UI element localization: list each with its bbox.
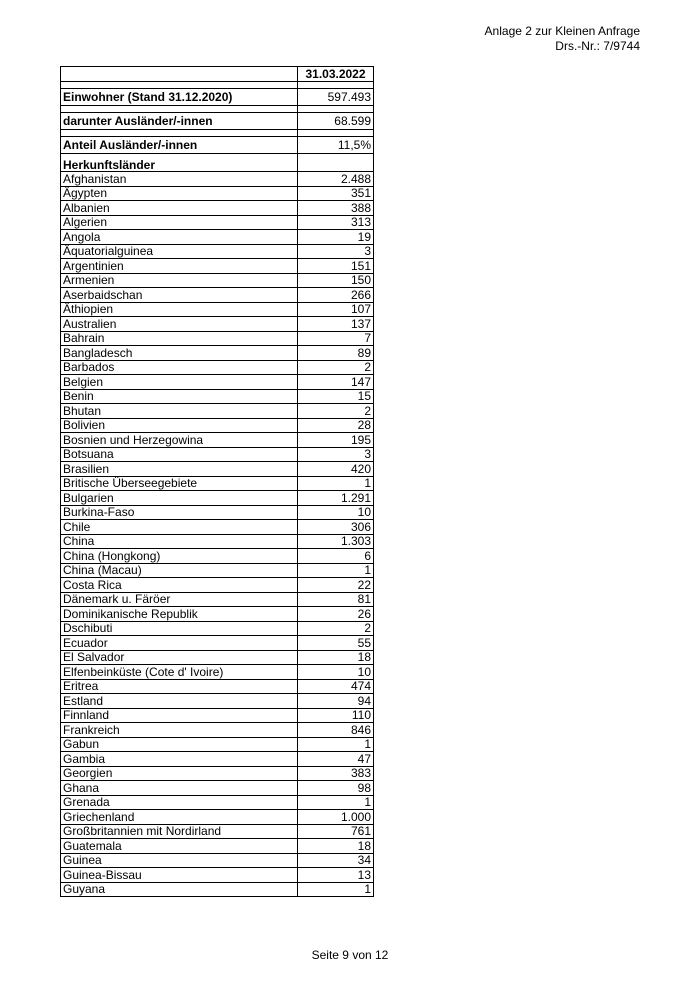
country-name: Bangladesch [61,346,298,361]
country-count: 137 [298,317,374,332]
country-name: Guinea [61,853,298,868]
country-count: 1.303 [298,534,374,549]
country-name: Georgien [61,766,298,781]
table-row [61,375,374,390]
table-row [61,534,374,549]
country-count: 1.000 [298,810,374,825]
table-row [61,650,374,665]
country-name: Dschibuti [61,621,298,636]
country-count: 150 [298,273,374,288]
summary-label: Einwohner (Stand 31.12.2020) [61,89,298,106]
country-count: 1 [298,882,374,897]
summary-row-foreigners [61,113,374,130]
country-count: 313 [298,215,374,230]
summary-value: 68.599 [298,113,374,130]
country-count: 10 [298,665,374,680]
table-row [61,549,374,564]
country-name: Ägypten [61,186,298,201]
country-name: Gabun [61,737,298,752]
country-count: 28 [298,418,374,433]
summary-label: Anteil Ausländer/-innen [61,137,298,154]
country-name: China [61,534,298,549]
annex-title: Anlage 2 zur Kleinen Anfrage [484,24,640,38]
country-count: 1 [298,476,374,491]
country-count: 383 [298,766,374,781]
country-count: 47 [298,752,374,767]
table-row [61,259,374,274]
country-name: Grenada [61,795,298,810]
table-row [61,433,374,448]
table-row [61,447,374,462]
country-count: 26 [298,607,374,622]
table-row [61,810,374,825]
summary-row-residents [61,89,374,106]
country-count: 388 [298,201,374,216]
country-name: El Salvador [61,650,298,665]
document-number: Drs.-Nr.: 7/9744 [555,38,640,53]
table-row [61,389,374,404]
spacer-row [61,82,374,89]
country-count: 15 [298,389,374,404]
summary-row-share [61,137,374,154]
country-name: Argentinien [61,259,298,274]
country-name: Finnland [61,708,298,723]
country-name: Benin [61,389,298,404]
table-row [61,346,374,361]
table-row [61,766,374,781]
country-name: Äquatorialguinea [61,244,298,259]
section-value-empty [298,154,374,172]
country-name: Ghana [61,781,298,796]
table-row [61,578,374,593]
country-count: 761 [298,824,374,839]
country-name: Chile [61,520,298,535]
table-row [61,737,374,752]
country-count: 266 [298,288,374,303]
country-name: Bhutan [61,404,298,419]
country-count: 151 [298,259,374,274]
country-name: Burkina-Faso [61,505,298,520]
country-count: 110 [298,708,374,723]
country-count: 22 [298,578,374,593]
country-count: 107 [298,302,374,317]
table-row [61,563,374,578]
table-row [61,708,374,723]
country-name: Ecuador [61,636,298,651]
country-name: Elfenbeinküste (Cote d' Ivoire) [61,665,298,680]
table-row [61,679,374,694]
country-count: 10 [298,505,374,520]
country-count: 6 [298,549,374,564]
country-count: 474 [298,679,374,694]
country-name: Guatemala [61,839,298,854]
country-count: 2 [298,621,374,636]
country-name: Britische Überseegebiete [61,476,298,491]
country-name: Barbados [61,360,298,375]
country-name: Estland [61,694,298,709]
table-row [61,723,374,738]
table-row [61,462,374,477]
country-name: Belgien [61,375,298,390]
summary-value: 597.493 [298,89,374,106]
table-row [61,331,374,346]
country-count: 89 [298,346,374,361]
table-row [61,592,374,607]
table-row [61,201,374,216]
country-count: 3 [298,447,374,462]
table-row [61,505,374,520]
country-name: Costa Rica [61,578,298,593]
country-count: 98 [298,781,374,796]
table-row [61,636,374,651]
table-row [61,302,374,317]
country-count: 1.291 [298,491,374,506]
country-name: Eritrea [61,679,298,694]
country-name: China (Macau) [61,563,298,578]
table-row [61,781,374,796]
table-row [61,491,374,506]
country-name: Botsuana [61,447,298,462]
summary-value: 11,5% [298,137,374,154]
document-header [485,24,640,53]
table-row [61,244,374,259]
table-row [61,853,374,868]
country-count: 306 [298,520,374,535]
table-header-empty [61,67,298,82]
table-row [61,621,374,636]
country-count: 18 [298,839,374,854]
table-row [61,215,374,230]
table-row [61,360,374,375]
country-name: Afghanistan [61,172,298,187]
country-count: 195 [298,433,374,448]
summary-label: darunter Ausländer/-innen [61,113,298,130]
country-name: Australien [61,317,298,332]
country-name: Frankreich [61,723,298,738]
foreigners-table [60,66,374,897]
country-count: 19 [298,230,374,245]
country-count: 2 [298,360,374,375]
country-count: 18 [298,650,374,665]
country-name: Aserbaidschan [61,288,298,303]
country-name: Albanien [61,201,298,216]
section-header-row [61,154,374,172]
table-row [61,868,374,883]
country-name: China (Hongkong) [61,549,298,564]
table-header-row [61,67,374,82]
table-row [61,273,374,288]
country-name: Brasilien [61,462,298,477]
table-row [61,476,374,491]
table-row [61,317,374,332]
country-name: Bosnien und Herzegowina [61,433,298,448]
country-name: Guinea-Bissau [61,868,298,883]
country-count: 1 [298,563,374,578]
country-name: Dominikanische Republik [61,607,298,622]
country-name: Bolivien [61,418,298,433]
country-count: 1 [298,795,374,810]
country-name: Bulgarien [61,491,298,506]
date-header: 31.03.2022 [298,67,374,82]
country-count: 13 [298,868,374,883]
table-row [61,752,374,767]
table-row [61,824,374,839]
table-row [61,839,374,854]
country-name: Armenien [61,273,298,288]
table-row [61,520,374,535]
table-row [61,288,374,303]
country-count: 34 [298,853,374,868]
country-name: Angola [61,230,298,245]
country-name: Äthiopien [61,302,298,317]
country-name: Griechenland [61,810,298,825]
country-count: 55 [298,636,374,651]
table-row [61,665,374,680]
country-count: 2.488 [298,172,374,187]
table-row [61,186,374,201]
table-row [61,404,374,419]
country-count: 351 [298,186,374,201]
page-number: Seite 9 von 12 [311,948,389,962]
country-name: Großbritannien mit Nordirland [61,824,298,839]
country-name: Bahrain [61,331,298,346]
country-count: 94 [298,694,374,709]
country-count: 420 [298,462,374,477]
country-name: Dänemark u. Färöer [61,592,298,607]
table-row [61,607,374,622]
country-count: 81 [298,592,374,607]
country-name: Guyana [61,882,298,897]
spacer-row [61,106,374,113]
table-row [61,230,374,245]
country-name: Gambia [61,752,298,767]
table-row [61,795,374,810]
country-count: 1 [298,737,374,752]
country-count: 7 [298,331,374,346]
spacer-row [61,130,374,137]
country-count: 147 [298,375,374,390]
table-row [61,694,374,709]
section-label: Herkunftsländer [61,154,298,172]
country-count: 3 [298,244,374,259]
table-row [61,418,374,433]
table-row [61,172,374,187]
table-row [61,882,374,897]
country-count: 2 [298,404,374,419]
country-count: 846 [298,723,374,738]
country-name: Algerien [61,215,298,230]
